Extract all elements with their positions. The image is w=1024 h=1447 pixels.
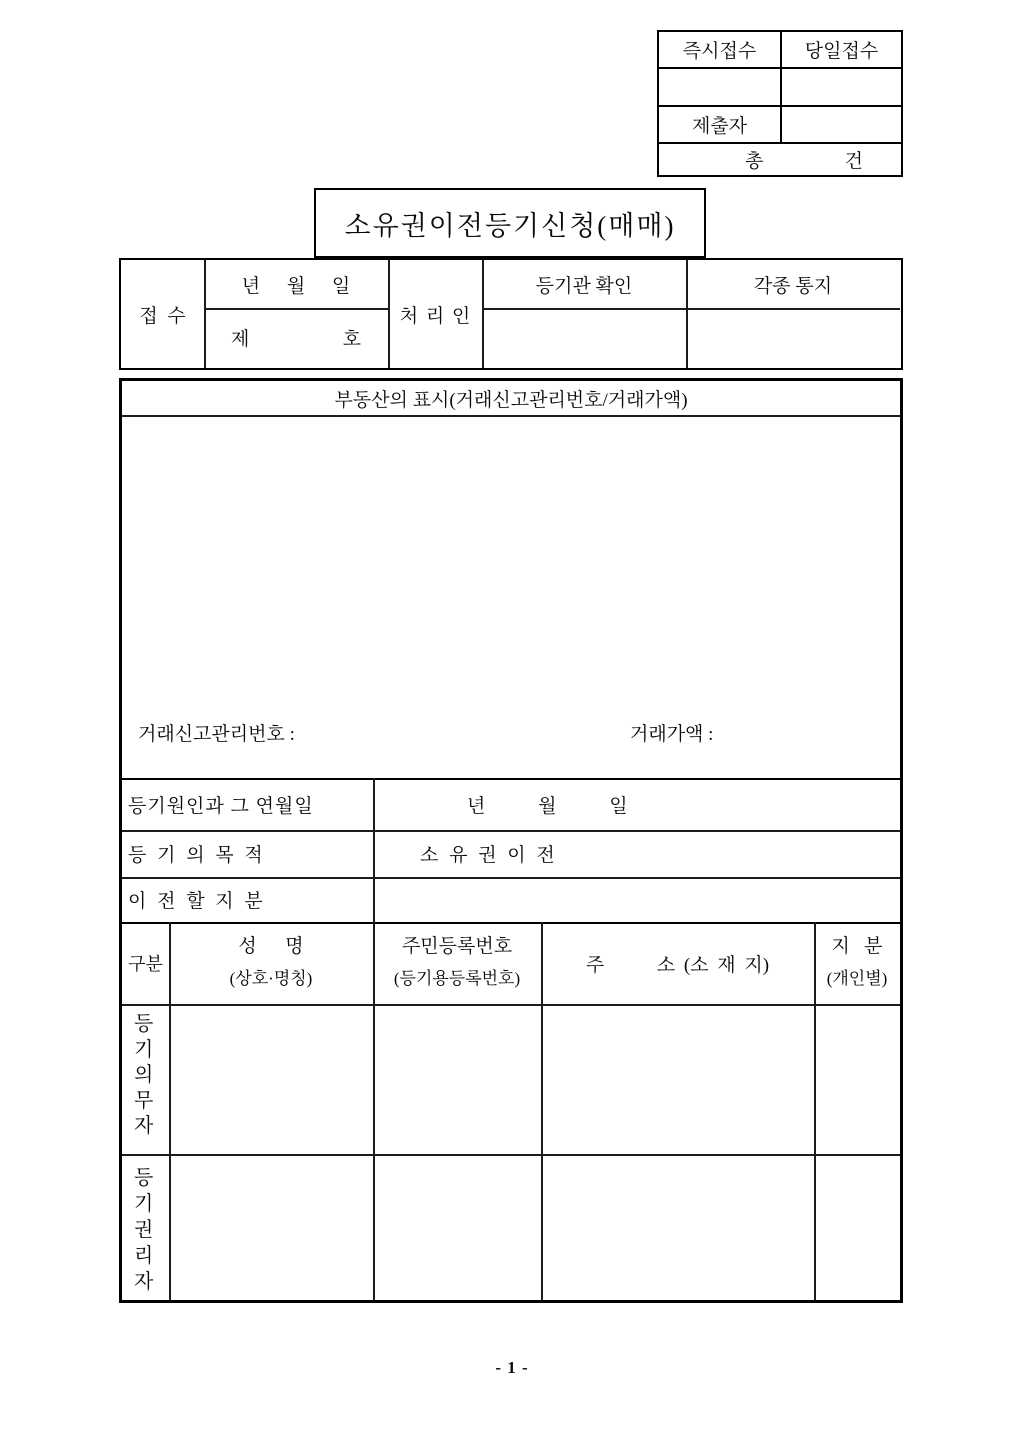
form-title: 소유권이전등기신청(매매) (344, 210, 676, 241)
submitter-cell (780, 105, 901, 142)
share-label: 이 전 할 지 분 (128, 891, 264, 912)
regno-header-line2: (등기용등록번호) (393, 969, 521, 988)
obligee-regno-cell (373, 1154, 541, 1300)
obligee-row-label-cell (122, 1154, 169, 1300)
total-suffix-label: 건 (844, 151, 863, 172)
obligor-address-cell (541, 1004, 814, 1154)
name-header-line2: (상호·명칭) (229, 969, 313, 988)
party-col-name-header (169, 922, 373, 1004)
reception-label: 접 수 (139, 305, 186, 327)
transaction-report-no-label: 거래신고관리번호 : (138, 724, 295, 745)
share-header-line1: 지 분 (831, 936, 883, 957)
party-col-share-header (814, 922, 900, 1004)
obligor-regno-cell (373, 1004, 541, 1154)
same-day-receipt-cell (780, 67, 901, 105)
cause-value: 년 월 일 (467, 795, 628, 817)
cause-label: 등기원인과 그 연월일 (128, 795, 314, 817)
reception-table (119, 258, 903, 370)
doc-no-suffix-label: 호 (342, 329, 361, 350)
reception-date-label: 년 월 일 (241, 275, 351, 297)
immediate-receipt-header: 즉시접수 (682, 41, 757, 62)
party-col-address-header: 주 소 (소 재 지) (585, 954, 770, 976)
processor-label: 처 리 인 (399, 305, 471, 327)
obligee-address-cell (541, 1154, 814, 1300)
registrar-confirmation-header: 등기관 확인 (535, 275, 633, 297)
obligee-label: 등기권리자 (134, 1167, 154, 1293)
obligor-share-cell (814, 1004, 900, 1154)
doc-no-prefix-label: 제 (231, 329, 250, 350)
name-header-line1: 성 명 (238, 936, 304, 957)
share-header-line2: (개인별) (826, 969, 888, 988)
regno-header-line1: 주민등록번호 (401, 936, 513, 957)
obligor-name-cell (169, 1004, 373, 1154)
page-number: - 1 - (495, 1358, 529, 1377)
notifications-header: 각종 통지 (753, 275, 833, 297)
obligor-label: 등기의무자 (134, 1013, 154, 1137)
immediate-receipt-cell (659, 67, 780, 105)
notifications-cell (686, 308, 900, 367)
party-col-regno-header (373, 922, 541, 1004)
property-description-cell (122, 415, 900, 778)
property-description-header: 부동산의 표시(거래신고관리번호/거래가액) (334, 389, 688, 411)
total-prefix-label: 총 (745, 151, 764, 172)
obligee-name-cell (169, 1154, 373, 1300)
reception-number-row (204, 308, 388, 367)
receipt-stamp-box (657, 30, 903, 177)
transaction-value-label: 거래가액 : (630, 724, 714, 745)
obligee-share-cell (814, 1154, 900, 1300)
registrar-confirmation-cell (482, 308, 686, 367)
purpose-value: 소 유 권 이 전 (420, 845, 556, 866)
party-col-category-header: 구분 (128, 954, 163, 974)
submitter-label: 제출자 (659, 105, 780, 142)
purpose-label: 등 기 의 목 적 (128, 845, 264, 866)
form-title-box (314, 188, 706, 258)
main-table (119, 378, 903, 1303)
share-value (373, 877, 900, 922)
obligor-row-label-cell (122, 1004, 169, 1154)
same-day-receipt-header: 당일접수 (780, 32, 901, 67)
total-count-row (659, 142, 901, 175)
